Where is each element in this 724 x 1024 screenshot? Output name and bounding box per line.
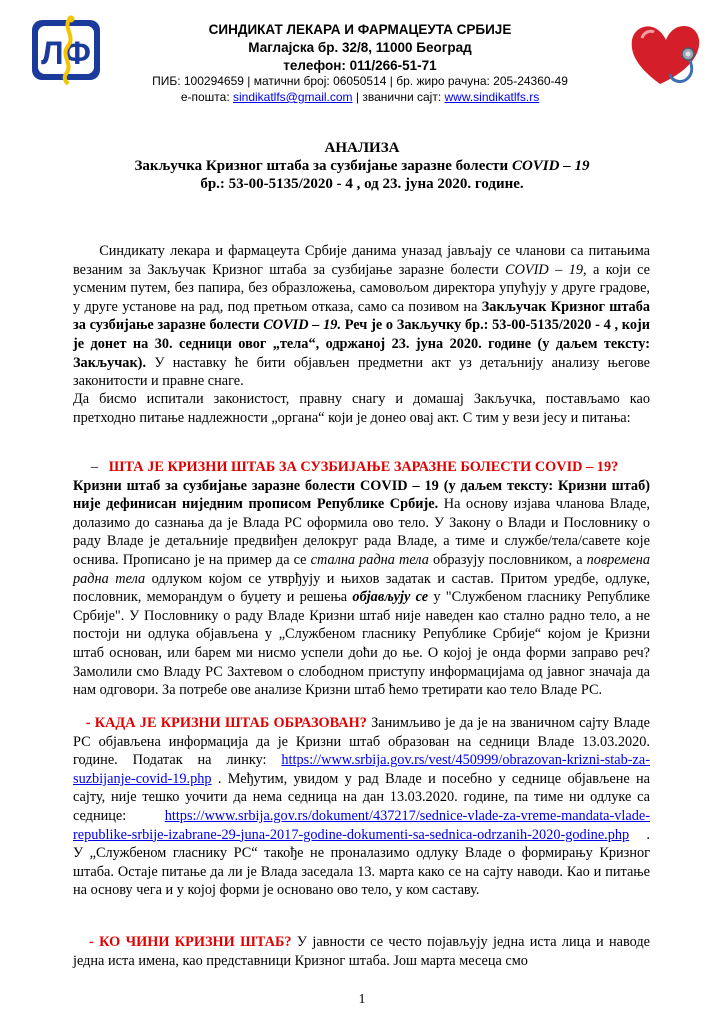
heart-stethoscope-icon (628, 16, 708, 92)
document-subtitle (60, 158, 664, 175)
org-name: СИНДИКАТ ЛЕКАРА И ФАРМАЦЕУТА СРБИЈЕ (208, 22, 512, 37)
p1-bold-covid: COVID – 19. (263, 317, 342, 334)
org-address: Маглајска бр. 32/8, 11000 Београд (248, 40, 472, 55)
s2-text-1: Занимљиво је да је на званичном сајту Владе РС објављена информација да је Кризни штаб образован на седници Владе 13.03.2020. године. Податак на линку: (73, 715, 650, 769)
question-intro-paragraph (73, 390, 650, 427)
website-link[interactable]: www.sindikatlfs.rs (444, 90, 540, 104)
s1-italic-1: стална радна тела (310, 551, 429, 568)
s1-text-4: у "Службеном гласнику Републике Србије". У Пословнику о раду Владе Кризни штаб није наведен као стално радно тело, а не постоји ни одлука објављена у „Службеном гласнику Републике Србије“ којом је Кризни штаб основан, или барем ми нисмо успели доћи до ње. О којој је онда форми заправо реч? Замолили смо Владу РС Захтевом о слободном приступу информацијама од јавног значаја да нам одговори. За потребе ове анализе Кризни штаб ћемо третирати као тело Владе РС. (73, 589, 650, 699)
s2-text-3: . У „Службеном гласнику РС“ такође не проналазимо одлуку Владе о формирању Кризног штаба. Остаје питање да ли је Влада заседала 13. марта како се на сајту наводи. Као и питање на основу чега и у којој форми је основано ово тело, у ком саставу. (73, 826, 650, 899)
p2-text: Да бисмо испитали законистост, правну снагу и домашај Закључка, постављамо као претходно питање надлежности „органа“ који је донео овај акт. С тим у вези јесу и питања: (73, 391, 650, 426)
p1-bold-f: Реч је о Закључку бр.: 53-00-5135/2020 - 4 , који је донет на 30. седници овог „тела“, одржаној 23. јуна 2020. године (у даљем тексту: Закључак). (73, 317, 650, 371)
p1-covid: COVID – 19 (505, 261, 583, 278)
email-link[interactable]: sindikatlfs@gmail.com (232, 90, 353, 104)
s1-bold: Кризни штаб за сузбијање заразне болести COVID – 19 (у даљем тексту: Кризни штаб) није дефинисан ниједним прописом Републике Србије. (73, 477, 650, 513)
union-logo-icon (30, 14, 102, 86)
p1-text-g: У наставку ће бити објављен предметни акт уз детаљнију анализу његове законитости и правне снаге. (73, 354, 650, 390)
subtitle-covid: COVID – 19 (511, 158, 590, 174)
document-number: бр.: 53-00-5135/2020 - 4 , од 23. јуна 2020. године. (200, 176, 524, 192)
p1-text-c: , а који се усменим путем, без папира, без образложења, самовољом директора упућују у друге градове, у друге установе на рад, под претњом отказа, само са позивом на (73, 261, 651, 315)
s2-link-sessions[interactable]: https://www.srbija.gov.rs/dokument/437217/sednice-vlade-za-vreme-mandata-vlade-republike-srbije-izabrane-29-juna-2017-godine-dokumenti-sa-sednica-odrzanih-2020-godine.php (73, 807, 650, 843)
s1-italic-2: повремена радна тела (73, 551, 650, 587)
page-number: 1 (358, 992, 366, 1007)
s2-link-formation[interactable]: https://www.srbija.gov.rs/vest/450999/obrazovan-krizni-stab-za-suzbijanje-covid-19.php (73, 752, 650, 787)
section-who-makes-up (73, 933, 650, 970)
s1-bold-italic: објављују се (352, 589, 429, 606)
s2-text-2: . Међутим, увидом у рад Владе и посебно у седнице објављене на сајту, није тешко уочити да нема седница на дан 13.03.2020. године, па тиме ни одлуке са седнице: (73, 770, 650, 824)
p1-text-a: Синдикату лекара и фармацеута Србије данима уназад јављају се чланови са питањима везаним за Закључак Кризног штаба за сузбијање заразне болести (73, 243, 651, 278)
org-contacts (110, 90, 610, 104)
logo-text: ЛФ (41, 35, 91, 71)
subtitle-text: Закључка Кризног штаба за сузбијање заразне болести (134, 158, 512, 174)
section-when-formed (73, 714, 650, 900)
intro-paragraph (73, 242, 650, 391)
email-label: е-пошта: (180, 90, 233, 104)
org-phone: телефон: 011/266-51-71 (283, 58, 437, 73)
s1-dash: – (90, 459, 99, 475)
document-title: АНАЛИЗА (324, 140, 400, 156)
s1-text-3: одлуком којом се утврђују и њихов задатак и састав. Притом уредбе, одлуке, пословник, меморандум о буџету и решења (73, 570, 650, 606)
s1-heading: ШТА ЈЕ КРИЗНИ ШТАБ ЗА СУЗБИЈАЊЕ ЗАРАЗНЕ БОЛЕСТИ COVID – 19? (108, 459, 619, 475)
site-label: | званични сајт: (352, 90, 445, 104)
s1-text-1: На основу изјава чланова Владе, долазимо до сазнања да је Влада РС оформила ово тело. У Закону о Влади и Пословнику о раду Владе је детаљније предвиђен делокруг рада Владе, а тиме и службе/тела/савете које оснива. Прописано је на пример да се (73, 496, 650, 568)
section-what-is (73, 458, 650, 700)
s2-heading: - КАДА ЈЕ КРИЗНИ ШТАБ ОБРАЗОВАН? (85, 715, 367, 731)
s1-text-2: образују пословником, а (428, 551, 587, 568)
org-ids: ПИБ: 100294659 | матични број: 06050514 | бр. жиро рачуна: 205-24360-49 (152, 74, 568, 88)
s3-heading: - КО ЧИНИ КРИЗНИ ШТАБ? (89, 934, 292, 950)
p1-bold-d: Закључак Кризног штаба за сузбијање заразне болести (73, 298, 651, 334)
s3-text-1: У јавности се често појављују једна иста лица и наводе једна иста имена, као представници Кризног штаба. Још марта месеца смо (73, 934, 650, 969)
